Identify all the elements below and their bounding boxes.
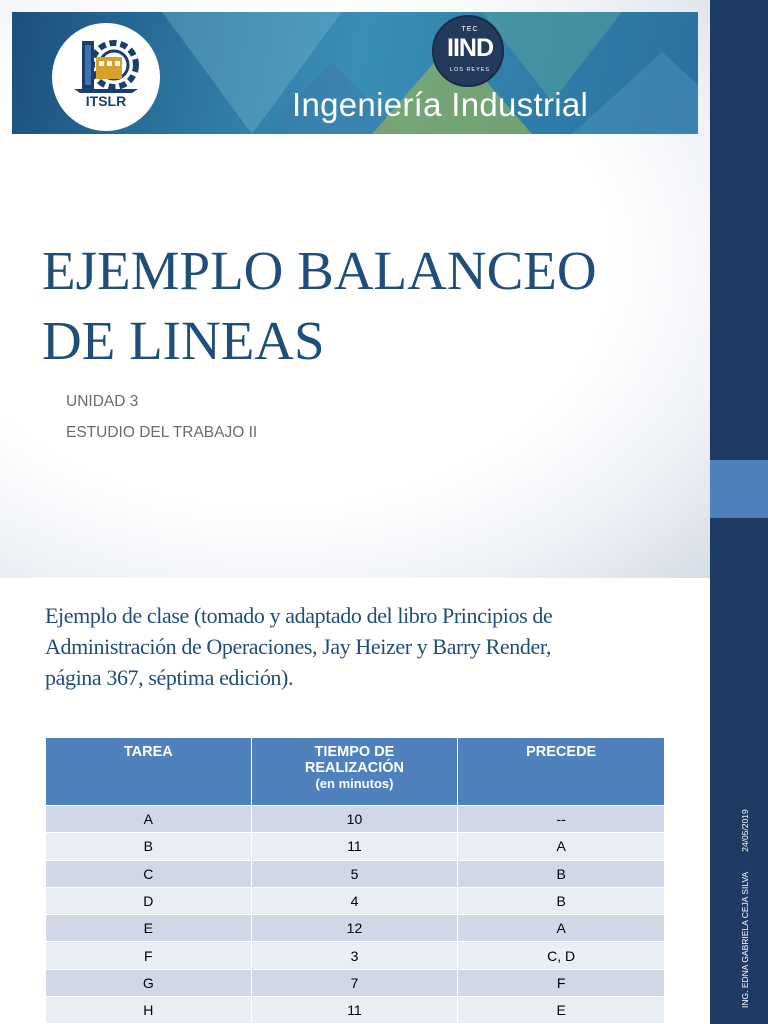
cell-tarea: D xyxy=(46,887,252,914)
subtitle-course: ESTUDIO DEL TRABAJO II xyxy=(66,424,258,441)
subtitle-unit: UNIDAD 3 xyxy=(66,393,139,410)
header-tiempo-line1: TIEMPO DE xyxy=(314,744,395,760)
cell-precede: A xyxy=(458,915,665,942)
slide-footer xyxy=(740,809,750,1008)
table-row xyxy=(46,997,665,1024)
intro-line-3: página 367, séptima edición). xyxy=(45,665,294,690)
intro-line-1: Ejemplo de clase (tomado y adaptado del libro Principios de xyxy=(45,603,553,628)
cell-tarea: H xyxy=(46,997,252,1024)
itslr-logo xyxy=(52,23,160,131)
cell-tarea: B xyxy=(46,833,252,860)
cell-tiempo: 11 xyxy=(251,833,458,860)
header-precede: PRECEDE xyxy=(458,738,665,806)
header-tiempo-line2: REALIZACIÓN xyxy=(304,760,404,776)
table-row xyxy=(46,806,665,833)
cell-tiempo: 3 xyxy=(251,942,458,969)
iind-logo xyxy=(432,15,504,87)
cell-precede: -- xyxy=(458,806,665,833)
header-tiempo-unit: (en minutos) xyxy=(315,776,394,791)
cell-tiempo: 10 xyxy=(251,806,458,833)
banner-decoration xyxy=(572,52,698,134)
header-tarea: TAREA xyxy=(46,738,252,806)
page-title xyxy=(42,236,682,376)
cell-precede: B xyxy=(458,887,665,914)
cell-tiempo: 7 xyxy=(251,969,458,996)
title-line-2: DE LINEAS xyxy=(42,310,325,371)
cell-tiempo: 5 xyxy=(251,860,458,887)
banner-title: Ingeniería Industrial xyxy=(292,86,589,123)
cell-precede: A xyxy=(458,833,665,860)
cell-precede: B xyxy=(458,860,665,887)
cell-tiempo: 12 xyxy=(251,915,458,942)
side-bar-accent xyxy=(710,460,768,518)
cell-tarea: A xyxy=(46,806,252,833)
table-row xyxy=(46,860,665,887)
intro-paragraph xyxy=(45,600,685,693)
cell-tarea: F xyxy=(46,942,252,969)
table-row xyxy=(46,833,665,860)
cell-tiempo: 4 xyxy=(251,887,458,914)
table-row xyxy=(46,942,665,969)
table-row xyxy=(46,915,665,942)
cell-precede: C, D xyxy=(458,942,665,969)
tasks-table xyxy=(45,737,665,1024)
iind-logo-top: TEC xyxy=(461,26,479,33)
table-row xyxy=(46,887,665,914)
gear-building-icon xyxy=(52,23,160,131)
cell-tarea: E xyxy=(46,915,252,942)
intro-line-2: Administración de Operaciones, Jay Heizer y Barry Render, xyxy=(45,634,551,659)
cell-tarea: C xyxy=(46,860,252,887)
table-row xyxy=(46,969,665,996)
iind-logo-bottom: LOS REYES xyxy=(449,67,491,73)
cell-precede: F xyxy=(458,969,665,996)
cell-precede: E xyxy=(458,997,665,1024)
table-header-row xyxy=(46,738,665,806)
title-line-1: EJEMPLO BALANCEO xyxy=(42,240,597,301)
footer-date: 24/05/2019 xyxy=(740,809,750,852)
itslr-logo-text: ITSLR xyxy=(85,93,127,109)
cell-tiempo: 11 xyxy=(251,997,458,1024)
footer-author: ING. EDNA GABRIELA CEJA SILVA xyxy=(740,871,750,1008)
header-tiempo xyxy=(251,738,458,806)
cell-tarea: G xyxy=(46,969,252,996)
iind-logo-name: IIND xyxy=(447,34,493,62)
